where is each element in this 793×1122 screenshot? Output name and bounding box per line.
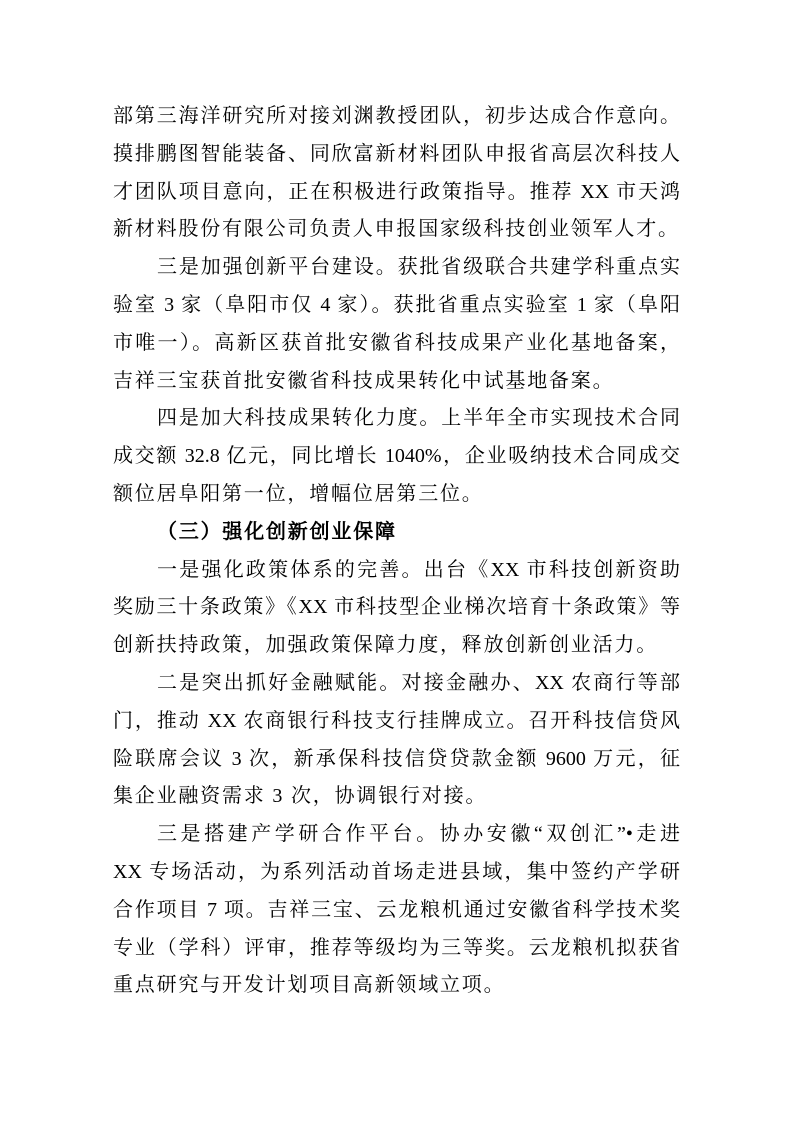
text-line: 一是强化政策体系的完善。出台《XX 市科技创新资助 (157, 558, 680, 581)
text-line: 新材料股份有限公司负责人申报国家级科技创业领军人才。 (113, 218, 680, 241)
section-heading (113, 514, 680, 552)
document-body (113, 98, 680, 1005)
text-line: 二是突出抓好金融赋能。对接金融办、XX 农商行等部 (157, 671, 680, 694)
text-line: 三是加强创新平台建设。获批省级联合共建学科重点实 (157, 256, 680, 279)
text-line: 验室 3 家（阜阳市仅 4 家）。获批省重点实验室 1 家（阜阳 (113, 293, 680, 316)
text-line: 奖励三十条政策》《XX 市科技型企业梯次培育十条政策》等 (113, 596, 680, 619)
text-line: 额位居阜阳第一位，增幅位居第三位。 (113, 482, 484, 505)
paragraph (113, 816, 680, 1005)
text-line: 摸排鹏图智能装备、同欣富新材料团队申报省高层次科技人 (113, 142, 680, 165)
text-line: 创新扶持政策，加强政策保障力度，释放创新创业活力。 (113, 634, 658, 657)
paragraph (113, 98, 680, 249)
text-line: 市唯一）。高新区获首批安徽省科技成果产业化基地备案， (113, 331, 680, 354)
text-line: 四是加大科技成果转化力度。上半年全市实现技术合同 (157, 407, 680, 430)
paragraph (113, 665, 680, 816)
paragraph (113, 249, 680, 400)
text-line: 门，推动 XX 农商银行科技支行挂牌成立。召开科技信贷风 (113, 709, 680, 732)
paragraph (113, 400, 680, 513)
section-heading-text: （三）强化创新创业保障 (157, 520, 397, 543)
text-line: 三是搭建产学研合作平台。协办安徽“双创汇”•走进 (157, 823, 680, 846)
text-line: 才团队项目意向，正在积极进行政策指导。推荐 XX 市天鸿 (113, 180, 680, 203)
text-line: 成交额 32.8 亿元，同比增长 1040%，企业吸纳技术合同成交 (113, 445, 680, 468)
text-line: XX 专场活动，为系列活动首场走进县域，集中签约产学研 (113, 860, 680, 883)
text-line: 专业（学科）评审，推荐等级均为三等奖。云龙粮机拟获省 (113, 936, 680, 959)
text-line: 部第三海洋研究所对接刘渊教授团队，初步达成合作意向。 (113, 105, 680, 127)
paragraph (113, 552, 680, 665)
text-line: 重点研究与开发计划项目高新领域立项。 (113, 974, 506, 997)
text-line: 险联席会议 3 次，新承保科技信贷贷款金额 9600 万元，征 (113, 747, 680, 770)
text-line: 吉祥三宝获首批安徽省科技成果转化中试基地备案。 (113, 369, 615, 392)
text-line: 合作项目 7 项。吉祥三宝、云龙粮机通过安徽省科学技术奖 (113, 898, 680, 921)
text-line: 集企业融资需求 3 次，协调银行对接。 (113, 785, 488, 808)
